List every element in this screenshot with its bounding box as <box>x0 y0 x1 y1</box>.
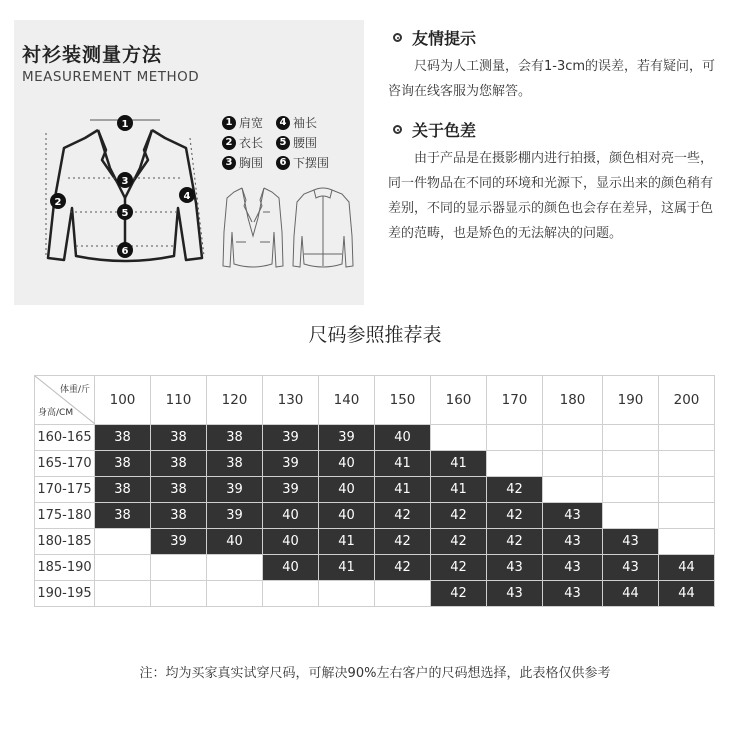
size-cell: 38 <box>207 451 263 477</box>
weight-header: 170 <box>487 376 543 425</box>
weight-header: 100 <box>95 376 151 425</box>
size-cell: 40 <box>319 503 375 529</box>
size-cell: 41 <box>319 529 375 555</box>
size-cell <box>375 581 431 607</box>
size-cell <box>603 503 659 529</box>
size-cell: 44 <box>603 581 659 607</box>
size-cell <box>543 425 603 451</box>
size-table-header-row <box>35 376 715 425</box>
tip-heading-friendly <box>393 26 476 49</box>
size-cell: 40 <box>375 425 431 451</box>
size-cell: 42 <box>487 477 543 503</box>
size-cell <box>543 477 603 503</box>
svg-text:1: 1 <box>121 119 129 130</box>
height-label: 165-170 <box>35 451 95 477</box>
legend-item-4 <box>276 114 317 131</box>
legend-item-6 <box>276 154 329 171</box>
footer-note: 注：均为买家真实试穿尺码，可解决90%左右客户的尺码想选择，此表格仅供参考 <box>139 666 611 681</box>
size-cell: 38 <box>95 503 151 529</box>
height-label: 180-185 <box>35 529 95 555</box>
size-cell: 44 <box>659 581 715 607</box>
size-table <box>34 375 715 607</box>
size-cell: 41 <box>431 451 487 477</box>
size-cell <box>319 581 375 607</box>
size-cell: 39 <box>263 425 319 451</box>
size-cell: 38 <box>95 425 151 451</box>
size-cell: 42 <box>431 581 487 607</box>
size-cell <box>95 529 151 555</box>
svg-text:5: 5 <box>121 208 129 219</box>
size-cell: 38 <box>151 477 207 503</box>
size-cell <box>431 425 487 451</box>
size-cell <box>151 581 207 607</box>
weight-header: 140 <box>319 376 375 425</box>
legend-item-5 <box>276 134 317 151</box>
blazer-sketch-icon <box>222 182 284 272</box>
size-cell: 42 <box>487 503 543 529</box>
legend-label: 下摆围 <box>293 156 330 170</box>
size-cell: 38 <box>151 451 207 477</box>
size-cell <box>263 581 319 607</box>
size-cell: 39 <box>151 529 207 555</box>
tip-text-friendly: 尺码为人工测量，会有1-3cm的误差，若有疑问，可咨询在线客服为您解答。 <box>388 59 716 99</box>
size-cell: 43 <box>603 555 659 581</box>
weight-header: 190 <box>603 376 659 425</box>
size-cell: 39 <box>263 477 319 503</box>
size-cell: 41 <box>375 451 431 477</box>
size-cell <box>659 425 715 451</box>
legend-number: 6 <box>276 156 290 170</box>
size-cell: 44 <box>659 555 715 581</box>
weight-header: 200 <box>659 376 715 425</box>
size-cell: 43 <box>487 581 543 607</box>
legend-number: 1 <box>222 116 236 130</box>
size-cell: 40 <box>319 451 375 477</box>
jacket-measurement-diagram <box>40 108 210 273</box>
tip-heading-text: 友情提示 <box>412 29 477 48</box>
size-cell: 43 <box>543 503 603 529</box>
size-cell: 41 <box>431 477 487 503</box>
weight-header: 130 <box>263 376 319 425</box>
size-cell <box>659 477 715 503</box>
size-cell <box>207 555 263 581</box>
size-cell: 38 <box>207 425 263 451</box>
size-cell: 39 <box>207 503 263 529</box>
table-row <box>35 477 715 503</box>
tip-text-color: 由于产品是在摄影棚内进行拍摄，颜色相对亮一些，同一件物品在不同的环境和光源下，显示出来的颜色稍有差别，不同的显示器显示的颜色也会存在差异，这属于色差的范畴，也是矫色的无法解决的问题。 <box>388 151 714 241</box>
legend-label: 肩宽 <box>239 116 264 130</box>
weight-header: 120 <box>207 376 263 425</box>
legend-number: 5 <box>276 136 290 150</box>
size-cell <box>207 581 263 607</box>
legend-item-3 <box>222 154 263 171</box>
size-cell: 41 <box>375 477 431 503</box>
table-corner-cell <box>35 376 95 425</box>
height-axis-label: 身高/CM <box>38 408 74 418</box>
size-cell <box>95 555 151 581</box>
size-cell: 40 <box>263 555 319 581</box>
height-label: 185-190 <box>35 555 95 581</box>
size-cell <box>603 451 659 477</box>
size-cell <box>659 451 715 477</box>
size-cell: 42 <box>375 555 431 581</box>
size-cell: 38 <box>151 503 207 529</box>
legend-item-1 <box>222 114 263 131</box>
table-row <box>35 451 715 477</box>
size-cell <box>659 529 715 555</box>
weight-axis-label: 体重/斤 <box>59 385 90 395</box>
legend-number: 4 <box>276 116 290 130</box>
height-label: 190-195 <box>35 581 95 607</box>
legend-number: 3 <box>222 156 236 170</box>
size-cell <box>603 477 659 503</box>
svg-text:4: 4 <box>183 191 191 202</box>
legend-number: 2 <box>222 136 236 150</box>
size-cell: 38 <box>95 477 151 503</box>
size-cell <box>95 581 151 607</box>
legend-item-2 <box>222 134 263 151</box>
bullet-icon <box>393 125 402 134</box>
size-cell <box>487 451 543 477</box>
size-cell: 42 <box>431 555 487 581</box>
weight-header: 160 <box>431 376 487 425</box>
table-row <box>35 581 715 607</box>
size-cell: 43 <box>543 555 603 581</box>
size-cell: 43 <box>543 529 603 555</box>
svg-text:3: 3 <box>121 176 129 187</box>
legend-label: 腰围 <box>293 136 318 150</box>
size-cell: 42 <box>487 529 543 555</box>
tip-heading-color <box>393 118 476 141</box>
size-cell: 41 <box>319 555 375 581</box>
size-cell <box>543 451 603 477</box>
size-cell: 42 <box>375 503 431 529</box>
size-cell <box>659 503 715 529</box>
table-row <box>35 503 715 529</box>
size-cell: 39 <box>319 425 375 451</box>
weight-header: 110 <box>151 376 207 425</box>
size-cell <box>603 425 659 451</box>
size-cell: 43 <box>487 555 543 581</box>
height-label: 170-175 <box>35 477 95 503</box>
size-cell: 38 <box>95 451 151 477</box>
measurement-title: 衬衫装测量方法 <box>22 44 163 66</box>
tip-heading-text: 关于色差 <box>412 121 477 140</box>
bullet-icon <box>393 33 402 42</box>
size-cell: 38 <box>151 425 207 451</box>
size-cell: 42 <box>431 529 487 555</box>
size-cell: 43 <box>543 581 603 607</box>
size-cell: 42 <box>431 503 487 529</box>
jacket-sketch-icon <box>292 184 354 272</box>
height-label: 175-180 <box>35 503 95 529</box>
size-cell: 40 <box>319 477 375 503</box>
size-cell: 40 <box>207 529 263 555</box>
size-cell <box>487 425 543 451</box>
svg-text:2: 2 <box>54 197 62 208</box>
measurement-subtitle: MEASUREMENT METHOD <box>22 69 200 85</box>
size-cell: 40 <box>263 503 319 529</box>
legend-label: 胸围 <box>239 156 264 170</box>
legend-label: 衣长 <box>239 136 264 150</box>
size-table-body <box>35 425 715 607</box>
legend-label: 袖长 <box>293 116 318 130</box>
size-table-title: 尺码参照推荐表 <box>308 324 442 346</box>
size-cell <box>151 555 207 581</box>
weight-header: 180 <box>543 376 603 425</box>
size-cell: 39 <box>263 451 319 477</box>
table-row <box>35 425 715 451</box>
size-cell: 42 <box>375 529 431 555</box>
size-cell: 43 <box>603 529 659 555</box>
height-label: 160-165 <box>35 425 95 451</box>
size-cell: 40 <box>263 529 319 555</box>
svg-text:6: 6 <box>121 246 129 257</box>
weight-header: 150 <box>375 376 431 425</box>
table-row <box>35 555 715 581</box>
size-cell: 39 <box>207 477 263 503</box>
table-row <box>35 529 715 555</box>
